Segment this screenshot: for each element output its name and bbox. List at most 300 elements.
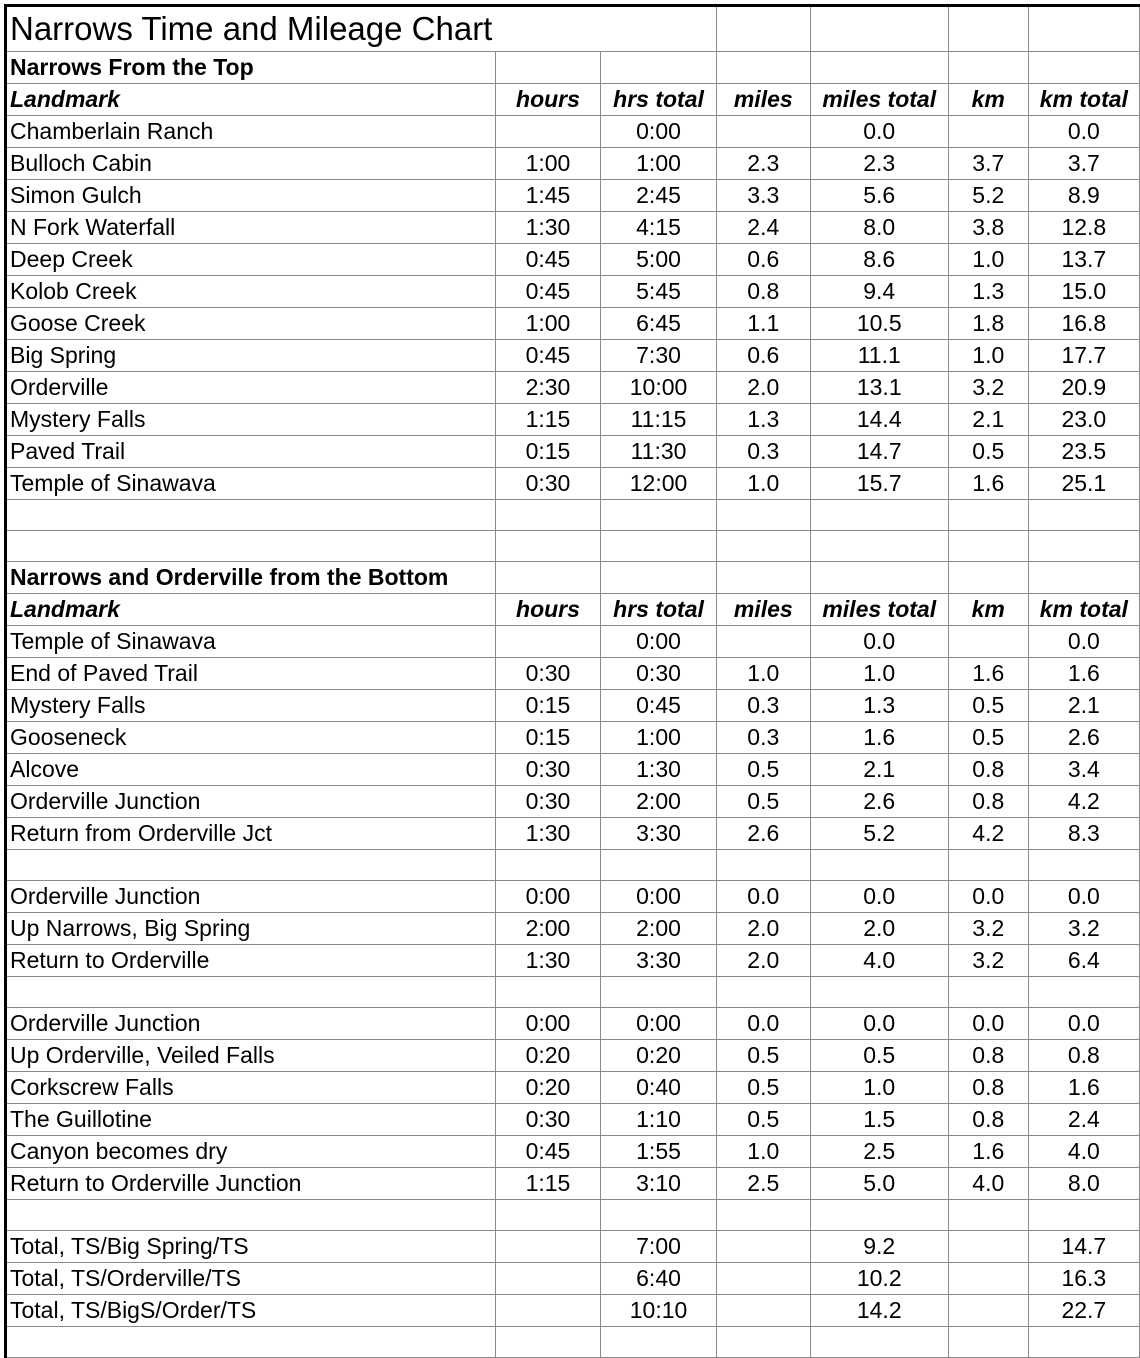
hours-cell[interactable] [495, 1263, 600, 1295]
miles-cell[interactable]: 0.5 [716, 1104, 810, 1136]
landmark-cell[interactable]: Temple of Sinawava [6, 468, 496, 500]
km-total-cell[interactable]: 4.0 [1028, 1136, 1139, 1168]
chart-title[interactable]: Narrows Time and Mileage Chart [6, 6, 496, 52]
miles-cell[interactable]: 1.0 [716, 1136, 810, 1168]
km-cell[interactable]: 1.0 [948, 244, 1028, 276]
miles-total-cell[interactable]: 2.6 [810, 786, 948, 818]
hrs-total-cell[interactable]: 0:00 [601, 1008, 717, 1040]
landmark-cell[interactable]: Mystery Falls [6, 404, 496, 436]
km-cell[interactable]: 4.0 [948, 1168, 1028, 1200]
column-header-km-total[interactable]: km total [1028, 594, 1139, 626]
miles-total-cell[interactable]: 8.6 [810, 244, 948, 276]
km-total-cell[interactable]: 3.2 [1028, 913, 1139, 945]
landmark-cell[interactable]: Total, TS/BigS/Order/TS [6, 1295, 496, 1327]
empty-cell[interactable] [810, 562, 948, 594]
miles-total-cell[interactable]: 0.0 [810, 626, 948, 658]
landmark-cell[interactable]: Alcove [6, 754, 496, 786]
miles-total-cell[interactable]: 0.0 [810, 881, 948, 913]
column-header-hours[interactable]: hours [495, 594, 600, 626]
landmark-cell[interactable]: Orderville [6, 372, 496, 404]
km-total-cell[interactable]: 3.7 [1028, 148, 1139, 180]
hrs-total-cell[interactable]: 2:00 [601, 786, 717, 818]
miles-cell[interactable]: 0.5 [716, 786, 810, 818]
hrs-total-cell[interactable]: 3:30 [601, 818, 717, 850]
miles-cell[interactable]: 0.8 [716, 276, 810, 308]
empty-cell[interactable] [810, 1200, 948, 1231]
miles-total-cell[interactable]: 0.0 [810, 116, 948, 148]
miles-cell[interactable] [716, 1295, 810, 1327]
table-row [6, 786, 1140, 818]
hours-cell[interactable]: 0:45 [495, 1136, 600, 1168]
empty-cell[interactable] [601, 500, 717, 531]
hrs-total-cell[interactable]: 0:40 [601, 1072, 717, 1104]
miles-total-cell[interactable]: 1.6 [810, 722, 948, 754]
miles-total-cell[interactable]: 10.5 [810, 308, 948, 340]
km-cell[interactable]: 3.2 [948, 372, 1028, 404]
hours-cell[interactable]: 0:45 [495, 340, 600, 372]
km-total-cell[interactable]: 8.9 [1028, 180, 1139, 212]
km-cell[interactable] [948, 116, 1028, 148]
miles-total-cell[interactable]: 1.0 [810, 658, 948, 690]
km-cell[interactable]: 0.5 [948, 690, 1028, 722]
km-total-cell[interactable]: 0.0 [1028, 116, 1139, 148]
hours-cell[interactable]: 0:45 [495, 244, 600, 276]
hrs-total-cell[interactable]: 2:00 [601, 913, 717, 945]
miles-cell[interactable]: 2.5 [716, 1168, 810, 1200]
miles-total-cell[interactable]: 2.5 [810, 1136, 948, 1168]
empty-cell[interactable] [716, 977, 810, 1008]
km-total-cell[interactable]: 0.8 [1028, 1040, 1139, 1072]
km-cell[interactable] [948, 1263, 1028, 1295]
hrs-total-cell[interactable]: 2:45 [601, 180, 717, 212]
table-row [6, 340, 1140, 372]
landmark-cell[interactable]: Chamberlain Ranch [6, 116, 496, 148]
hours-cell[interactable] [495, 116, 600, 148]
hours-cell[interactable]: 2:00 [495, 913, 600, 945]
miles-cell[interactable]: 0.3 [716, 690, 810, 722]
empty-cell[interactable] [495, 531, 600, 562]
hrs-total-cell[interactable]: 3:30 [601, 945, 717, 977]
km-total-cell[interactable]: 20.9 [1028, 372, 1139, 404]
table-row [6, 754, 1140, 786]
hours-cell[interactable]: 0:20 [495, 1040, 600, 1072]
hours-cell[interactable]: 0:30 [495, 1104, 600, 1136]
column-header-miles-total[interactable]: miles total [810, 594, 948, 626]
miles-total-cell[interactable]: 8.0 [810, 212, 948, 244]
landmark-cell[interactable]: Total, TS/Big Spring/TS [6, 1231, 496, 1263]
hours-cell[interactable]: 0:15 [495, 722, 600, 754]
km-cell[interactable]: 2.1 [948, 404, 1028, 436]
empty-cell[interactable] [495, 500, 600, 531]
empty-cell[interactable] [495, 1200, 600, 1231]
empty-cell[interactable] [810, 850, 948, 881]
miles-total-cell[interactable]: 15.7 [810, 468, 948, 500]
column-header-km-total[interactable]: km total [1028, 84, 1139, 116]
miles-total-cell[interactable]: 0.5 [810, 1040, 948, 1072]
miles-total-cell[interactable]: 5.2 [810, 818, 948, 850]
hours-cell[interactable]: 0:15 [495, 690, 600, 722]
miles-total-cell[interactable]: 2.3 [810, 148, 948, 180]
hours-cell[interactable]: 0:00 [495, 881, 600, 913]
landmark-cell[interactable]: Goose Creek [6, 308, 496, 340]
km-total-cell[interactable]: 4.2 [1028, 786, 1139, 818]
hrs-total-cell[interactable]: 6:40 [601, 1263, 717, 1295]
miles-cell[interactable]: 3.3 [716, 180, 810, 212]
miles-total-cell[interactable]: 0.0 [810, 1008, 948, 1040]
miles-cell[interactable]: 0.3 [716, 722, 810, 754]
km-total-cell[interactable]: 2.4 [1028, 1104, 1139, 1136]
miles-total-cell[interactable]: 9.2 [810, 1231, 948, 1263]
landmark-cell[interactable]: Corkscrew Falls [6, 1072, 496, 1104]
hrs-total-cell[interactable]: 4:15 [601, 212, 717, 244]
miles-total-cell[interactable]: 5.6 [810, 180, 948, 212]
km-cell[interactable] [948, 1295, 1028, 1327]
hrs-total-cell[interactable]: 7:30 [601, 340, 717, 372]
hours-cell[interactable]: 1:45 [495, 180, 600, 212]
miles-cell[interactable]: 0.5 [716, 1072, 810, 1104]
hours-cell[interactable]: 0:45 [495, 276, 600, 308]
km-total-cell[interactable]: 8.0 [1028, 1168, 1139, 1200]
km-total-cell[interactable]: 23.5 [1028, 436, 1139, 468]
miles-total-cell[interactable]: 2.1 [810, 754, 948, 786]
landmark-cell[interactable]: Orderville Junction [6, 1008, 496, 1040]
miles-cell[interactable]: 0.3 [716, 436, 810, 468]
column-header-landmark[interactable]: Landmark [6, 594, 496, 626]
miles-total-cell[interactable]: 13.1 [810, 372, 948, 404]
km-total-cell[interactable]: 0.0 [1028, 1008, 1139, 1040]
hrs-total-cell[interactable]: 3:10 [601, 1168, 717, 1200]
spreadsheet-cell[interactable] [1028, 52, 1139, 84]
table-row [6, 404, 1140, 436]
miles-cell[interactable]: 0.0 [716, 1008, 810, 1040]
section-heading-bottom[interactable]: Narrows and Orderville from the Bottom [6, 562, 496, 594]
km-total-cell[interactable]: 25.1 [1028, 468, 1139, 500]
miles-cell[interactable]: 0.5 [716, 1040, 810, 1072]
km-cell[interactable]: 0.8 [948, 1072, 1028, 1104]
miles-cell[interactable]: 2.6 [716, 818, 810, 850]
hours-cell[interactable]: 0:30 [495, 786, 600, 818]
hours-cell[interactable]: 1:15 [495, 404, 600, 436]
km-total-cell[interactable]: 14.7 [1028, 1231, 1139, 1263]
miles-cell[interactable] [716, 626, 810, 658]
km-cell[interactable]: 0.8 [948, 786, 1028, 818]
empty-cell[interactable] [601, 977, 717, 1008]
miles-cell[interactable]: 1.3 [716, 404, 810, 436]
empty-cell[interactable] [948, 500, 1028, 531]
miles-cell[interactable]: 1.0 [716, 658, 810, 690]
km-cell[interactable]: 4.2 [948, 818, 1028, 850]
spreadsheet-cell[interactable] [810, 6, 948, 52]
hrs-total-cell[interactable]: 10:10 [601, 1295, 717, 1327]
hours-cell[interactable]: 2:30 [495, 372, 600, 404]
column-header-miles-total[interactable]: miles total [810, 84, 948, 116]
km-total-cell[interactable]: 23.0 [1028, 404, 1139, 436]
miles-cell[interactable]: 1.0 [716, 468, 810, 500]
hours-cell[interactable] [495, 1295, 600, 1327]
km-cell[interactable]: 0.0 [948, 881, 1028, 913]
hours-cell[interactable]: 0:30 [495, 658, 600, 690]
empty-cell[interactable] [716, 562, 810, 594]
blank-row [6, 1327, 1140, 1358]
hrs-total-cell[interactable]: 1:30 [601, 754, 717, 786]
miles-total-cell[interactable]: 14.2 [810, 1295, 948, 1327]
km-cell[interactable]: 3.7 [948, 148, 1028, 180]
empty-cell[interactable] [1028, 562, 1139, 594]
column-header-hours[interactable]: hours [495, 84, 600, 116]
empty-cell[interactable] [1028, 531, 1139, 562]
landmark-cell[interactable]: Temple of Sinawava [6, 626, 496, 658]
miles-total-cell[interactable]: 1.5 [810, 1104, 948, 1136]
hrs-total-cell[interactable]: 5:45 [601, 276, 717, 308]
spreadsheet-cell[interactable] [495, 6, 600, 52]
column-header-miles[interactable]: miles [716, 84, 810, 116]
landmark-cell[interactable]: Up Narrows, Big Spring [6, 913, 496, 945]
landmark-cell[interactable]: N Fork Waterfall [6, 212, 496, 244]
km-cell[interactable]: 3.2 [948, 913, 1028, 945]
empty-cell[interactable] [948, 850, 1028, 881]
hrs-total-cell[interactable]: 1:55 [601, 1136, 717, 1168]
section-heading-top[interactable]: Narrows From the Top [6, 52, 496, 84]
km-cell[interactable]: 5.2 [948, 180, 1028, 212]
km-total-cell[interactable]: 1.6 [1028, 1072, 1139, 1104]
km-total-cell[interactable]: 13.7 [1028, 244, 1139, 276]
empty-cell[interactable] [601, 531, 717, 562]
empty-cell[interactable] [6, 500, 496, 531]
hrs-total-cell[interactable]: 10:00 [601, 372, 717, 404]
miles-cell[interactable]: 2.0 [716, 913, 810, 945]
landmark-cell[interactable]: Deep Creek [6, 244, 496, 276]
km-cell[interactable]: 0.8 [948, 754, 1028, 786]
miles-total-cell[interactable]: 14.4 [810, 404, 948, 436]
landmark-cell[interactable]: Up Orderville, Veiled Falls [6, 1040, 496, 1072]
km-total-cell[interactable]: 22.7 [1028, 1295, 1139, 1327]
km-cell[interactable]: 0.0 [948, 1008, 1028, 1040]
empty-cell[interactable] [601, 1327, 717, 1358]
hrs-total-cell[interactable]: 12:00 [601, 468, 717, 500]
landmark-cell[interactable]: Return from Orderville Jct [6, 818, 496, 850]
landmark-cell[interactable]: Orderville Junction [6, 881, 496, 913]
km-total-cell[interactable]: 0.0 [1028, 881, 1139, 913]
landmark-cell[interactable]: Paved Trail [6, 436, 496, 468]
km-cell[interactable]: 0.5 [948, 722, 1028, 754]
miles-cell[interactable]: 2.3 [716, 148, 810, 180]
empty-cell[interactable] [601, 1200, 717, 1231]
empty-cell[interactable] [601, 850, 717, 881]
column-header-km[interactable]: km [948, 594, 1028, 626]
empty-cell[interactable] [6, 531, 496, 562]
landmark-cell[interactable]: Kolob Creek [6, 276, 496, 308]
hrs-total-cell[interactable]: 6:45 [601, 308, 717, 340]
km-cell[interactable]: 3.2 [948, 945, 1028, 977]
miles-total-cell[interactable]: 1.0 [810, 1072, 948, 1104]
hrs-total-cell[interactable]: 7:00 [601, 1231, 717, 1263]
km-cell[interactable] [948, 1231, 1028, 1263]
empty-cell[interactable] [716, 850, 810, 881]
miles-cell[interactable]: 0.5 [716, 754, 810, 786]
miles-total-cell[interactable]: 4.0 [810, 945, 948, 977]
miles-cell[interactable]: 0.6 [716, 244, 810, 276]
km-cell[interactable]: 1.0 [948, 340, 1028, 372]
landmark-cell[interactable]: Return to Orderville Junction [6, 1168, 496, 1200]
empty-cell[interactable] [1028, 850, 1139, 881]
hours-cell[interactable]: 0:20 [495, 1072, 600, 1104]
km-total-cell[interactable]: 1.6 [1028, 658, 1139, 690]
column-header-hrs-total[interactable]: hrs total [601, 594, 717, 626]
km-total-cell[interactable]: 16.3 [1028, 1263, 1139, 1295]
empty-cell[interactable] [495, 977, 600, 1008]
landmark-cell[interactable]: Total, TS/Orderville/TS [6, 1263, 496, 1295]
empty-cell[interactable] [948, 1200, 1028, 1231]
landmark-cell[interactable]: Big Spring [6, 340, 496, 372]
landmark-cell[interactable]: End of Paved Trail [6, 658, 496, 690]
spreadsheet-cell[interactable] [1028, 6, 1139, 52]
table-row [6, 626, 1140, 658]
empty-cell[interactable] [1028, 1327, 1139, 1358]
landmark-cell[interactable]: The Guillotine [6, 1104, 496, 1136]
miles-total-cell[interactable]: 2.0 [810, 913, 948, 945]
miles-cell[interactable]: 0.0 [716, 881, 810, 913]
km-total-cell[interactable]: 15.0 [1028, 276, 1139, 308]
empty-cell[interactable] [948, 562, 1028, 594]
hrs-total-cell[interactable]: 1:00 [601, 148, 717, 180]
column-header-landmark[interactable]: Landmark [6, 84, 496, 116]
miles-cell[interactable]: 0.6 [716, 340, 810, 372]
hrs-total-cell[interactable]: 0:00 [601, 626, 717, 658]
hours-cell[interactable]: 0:00 [495, 1008, 600, 1040]
hours-cell[interactable]: 1:30 [495, 212, 600, 244]
hours-cell[interactable]: 1:30 [495, 945, 600, 977]
column-header-km[interactable]: km [948, 84, 1028, 116]
hours-cell[interactable]: 1:00 [495, 148, 600, 180]
spreadsheet-cell[interactable] [810, 52, 948, 84]
hours-cell[interactable] [495, 1231, 600, 1263]
km-cell[interactable]: 1.3 [948, 276, 1028, 308]
empty-cell[interactable] [1028, 500, 1139, 531]
empty-cell[interactable] [1028, 977, 1139, 1008]
hrs-total-cell[interactable]: 11:15 [601, 404, 717, 436]
spreadsheet-cell[interactable] [495, 52, 600, 84]
landmark-cell[interactable]: Orderville Junction [6, 786, 496, 818]
empty-cell[interactable] [810, 500, 948, 531]
km-cell[interactable]: 1.6 [948, 1136, 1028, 1168]
empty-cell[interactable] [495, 850, 600, 881]
landmark-cell[interactable]: Bulloch Cabin [6, 148, 496, 180]
column-header-miles[interactable]: miles [716, 594, 810, 626]
spreadsheet-cell[interactable] [601, 52, 717, 84]
miles-total-cell[interactable]: 11.1 [810, 340, 948, 372]
spreadsheet-cell[interactable] [716, 6, 810, 52]
spreadsheet-cell[interactable] [948, 6, 1028, 52]
hours-cell[interactable]: 1:00 [495, 308, 600, 340]
hrs-total-cell[interactable]: 0:45 [601, 690, 717, 722]
km-cell[interactable]: 1.6 [948, 468, 1028, 500]
km-cell[interactable]: 0.8 [948, 1040, 1028, 1072]
empty-cell[interactable] [1028, 1200, 1139, 1231]
empty-cell[interactable] [716, 1327, 810, 1358]
miles-cell[interactable]: 1.1 [716, 308, 810, 340]
hrs-total-cell[interactable]: 0:30 [601, 658, 717, 690]
empty-cell[interactable] [716, 500, 810, 531]
empty-cell[interactable] [716, 531, 810, 562]
km-total-cell[interactable]: 3.4 [1028, 754, 1139, 786]
km-cell[interactable]: 0.8 [948, 1104, 1028, 1136]
miles-cell[interactable]: 2.0 [716, 372, 810, 404]
empty-cell[interactable] [6, 1327, 496, 1358]
empty-cell[interactable] [810, 531, 948, 562]
miles-total-cell[interactable]: 1.3 [810, 690, 948, 722]
empty-cell[interactable] [6, 1200, 496, 1231]
empty-cell[interactable] [948, 977, 1028, 1008]
landmark-cell[interactable]: Gooseneck [6, 722, 496, 754]
miles-cell[interactable] [716, 1231, 810, 1263]
km-total-cell[interactable]: 12.8 [1028, 212, 1139, 244]
miles-cell[interactable] [716, 1263, 810, 1295]
km-cell[interactable]: 1.8 [948, 308, 1028, 340]
landmark-cell[interactable]: Simon Gulch [6, 180, 496, 212]
hours-cell[interactable]: 0:30 [495, 468, 600, 500]
hrs-total-cell[interactable]: 0:20 [601, 1040, 717, 1072]
km-total-cell[interactable]: 2.6 [1028, 722, 1139, 754]
empty-cell[interactable] [810, 977, 948, 1008]
miles-cell[interactable] [716, 116, 810, 148]
miles-cell[interactable]: 2.4 [716, 212, 810, 244]
miles-total-cell[interactable]: 9.4 [810, 276, 948, 308]
km-total-cell[interactable]: 2.1 [1028, 690, 1139, 722]
hrs-total-cell[interactable]: 0:00 [601, 116, 717, 148]
hours-cell[interactable]: 1:30 [495, 818, 600, 850]
empty-cell[interactable] [6, 977, 496, 1008]
hours-cell[interactable]: 1:15 [495, 1168, 600, 1200]
km-cell[interactable]: 3.8 [948, 212, 1028, 244]
empty-cell[interactable] [948, 531, 1028, 562]
hrs-total-cell[interactable]: 0:00 [601, 881, 717, 913]
miles-cell[interactable]: 2.0 [716, 945, 810, 977]
miles-total-cell[interactable]: 10.2 [810, 1263, 948, 1295]
km-cell[interactable]: 0.5 [948, 436, 1028, 468]
landmark-cell[interactable]: Return to Orderville [6, 945, 496, 977]
empty-cell[interactable] [810, 1327, 948, 1358]
km-total-cell[interactable]: 16.8 [1028, 308, 1139, 340]
km-cell[interactable]: 1.6 [948, 658, 1028, 690]
miles-total-cell[interactable]: 14.7 [810, 436, 948, 468]
hours-cell[interactable]: 0:30 [495, 754, 600, 786]
empty-cell[interactable] [716, 1200, 810, 1231]
hours-cell[interactable]: 0:15 [495, 436, 600, 468]
empty-cell[interactable] [6, 850, 496, 881]
km-total-cell[interactable]: 17.7 [1028, 340, 1139, 372]
km-total-cell[interactable]: 0.0 [1028, 626, 1139, 658]
column-header-hrs-total[interactable]: hrs total [601, 84, 717, 116]
km-total-cell[interactable]: 6.4 [1028, 945, 1139, 977]
hrs-total-cell[interactable]: 11:30 [601, 436, 717, 468]
empty-cell[interactable] [495, 562, 600, 594]
empty-cell[interactable] [495, 1327, 600, 1358]
miles-total-cell[interactable]: 5.0 [810, 1168, 948, 1200]
empty-cell[interactable] [601, 562, 717, 594]
landmark-cell[interactable]: Mystery Falls [6, 690, 496, 722]
landmark-cell[interactable]: Canyon becomes dry [6, 1136, 496, 1168]
hrs-total-cell[interactable]: 5:00 [601, 244, 717, 276]
spreadsheet-cell[interactable] [716, 52, 810, 84]
empty-cell[interactable] [948, 1327, 1028, 1358]
hrs-total-cell[interactable]: 1:10 [601, 1104, 717, 1136]
spreadsheet-cell[interactable] [948, 52, 1028, 84]
km-cell[interactable] [948, 626, 1028, 658]
km-total-cell[interactable]: 8.3 [1028, 818, 1139, 850]
hrs-total-cell[interactable]: 1:00 [601, 722, 717, 754]
hours-cell[interactable] [495, 626, 600, 658]
spreadsheet-cell[interactable] [601, 6, 717, 52]
